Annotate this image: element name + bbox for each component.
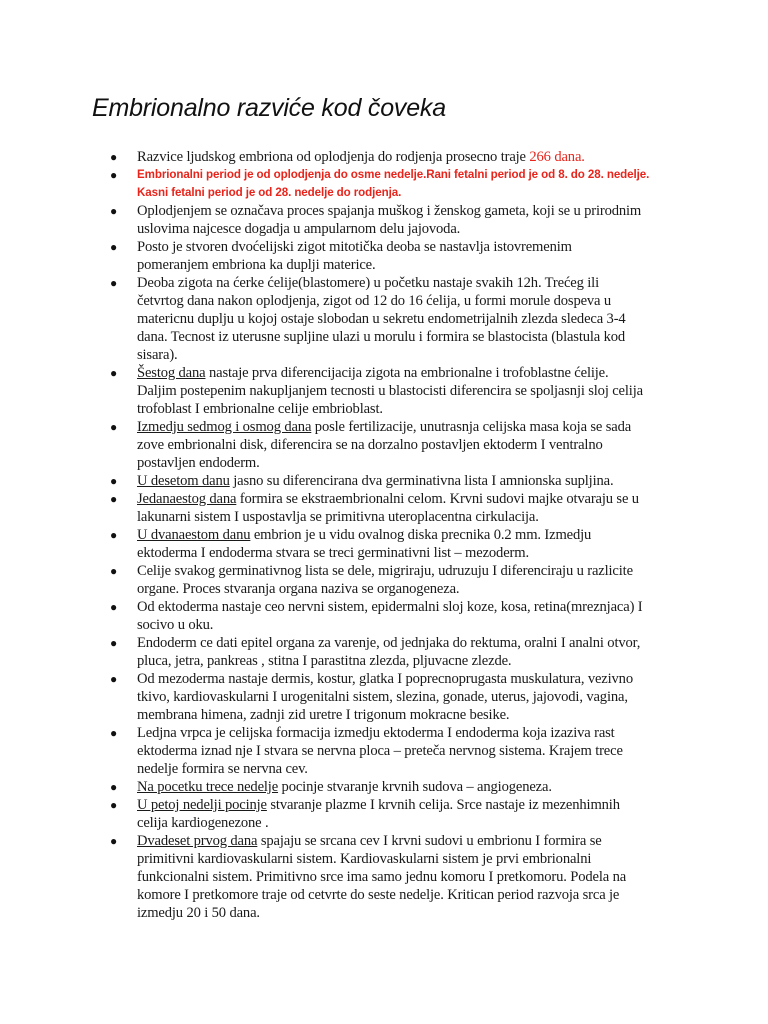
text-line: Daljim postepenim nakupljanjem tecnosti u blastocisti diferencira se spoljasnji sloj celija — [137, 383, 643, 399]
text-line: Endoderm ce dati epitel organa za varenje, od jednjaka do rektuma, oralni I analni otvor, — [137, 635, 641, 651]
item-text — [137, 526, 697, 562]
text-line: uslovima najcesce dogadja u ampularnom delu jajovoda. — [137, 221, 461, 237]
underlined-phrase: Šestog dana — [137, 365, 206, 381]
list-item — [0, 796, 768, 832]
list-item — [0, 202, 768, 238]
list-item — [0, 778, 768, 796]
list-item — [0, 148, 768, 166]
text-line: ektoderma iznad nje I stvara se nervna ploca – preteča nervnog sistema. Krajem trece — [137, 743, 623, 759]
bullet-icon: ● — [110, 564, 118, 578]
text-line: Kasni fetalni period je od 28. nedelje do rodjenja. — [137, 186, 402, 199]
text-line: lakunarni sistem I uspostavlja se primitivna uteroplacentna cirkulacija. — [137, 509, 539, 525]
bullet-icon: ● — [110, 726, 118, 740]
item-text — [137, 166, 697, 202]
list-item — [0, 166, 768, 202]
item-text — [137, 778, 697, 796]
text-line: trofoblast I embrionalne celije embrioblast. — [137, 401, 383, 417]
text-line: tkivo, kardiovaskularni I urogenitalni sistem, slezina, gonade, uterus, jajovodi, vagina, — [137, 689, 628, 705]
bullet-icon: ● — [110, 276, 118, 290]
bullet-icon: ● — [110, 420, 118, 434]
item-text — [137, 598, 697, 634]
item-text — [137, 418, 697, 472]
item-text — [137, 148, 697, 166]
underlined-phrase: Jedanaestog dana — [137, 491, 237, 507]
item-text — [137, 490, 697, 526]
text-line: zove embrionalni disk, diferencira se na dorzalno postavljen ektoderm I ventralno — [137, 437, 603, 453]
text-line: Deoba zigota na ćerke ćelije(blastomere) u početku nastaje svakih 12h. Trećeg ili — [137, 275, 599, 291]
list-item — [0, 724, 768, 778]
underlined-phrase: Izmedju sedmog i osmog dana — [137, 419, 312, 435]
item-text — [137, 796, 697, 832]
document-title: Embrionalno razviće kod čoveka — [92, 94, 446, 122]
text-line: nedelje formira se nervna cev. — [137, 761, 308, 777]
underlined-phrase: U desetom danu — [137, 473, 230, 489]
list-item — [0, 832, 768, 922]
highlighted-value: 266 dana. — [529, 149, 585, 165]
text-line: dana. Tecnost iz uterusne supljine ulazi u morulu i formira se blastocista (blastula kod — [137, 329, 626, 345]
list-item — [0, 238, 768, 274]
text-line: pluca, jetra, pankreas , stitna I parastitna zlezda, pljuvacne zlezde. — [137, 653, 512, 669]
item-text — [137, 472, 697, 490]
list-item — [0, 490, 768, 526]
text-line: Celije svakog germinativnog lista se dele, migriraju, udruzuju I diferenciraju u razlicite — [137, 563, 633, 579]
text-line: ektoderma I endoderma stvara se treci germinativni list – mezoderm. — [137, 545, 529, 561]
list-item — [0, 274, 768, 364]
bullet-icon: ● — [110, 492, 118, 506]
bullet-icon: ● — [110, 798, 118, 812]
item-text — [137, 562, 697, 598]
item-text — [137, 364, 697, 418]
bullet-icon: ● — [110, 600, 118, 614]
bullet-icon: ● — [110, 528, 118, 542]
text-line: Od mezoderma nastaje dermis, kostur, glatka I poprecnoprugasta muskulatura, vezivno — [137, 671, 633, 687]
text-line: Ledjna vrpca je celijska formacija izmedju ektoderma I endoderma koja izaziva rast — [137, 725, 615, 741]
text-line: organe. Proces stvaranja organa naziva se organogeneza. — [137, 581, 460, 597]
item-text — [137, 832, 697, 922]
list-item — [0, 472, 768, 490]
bullet-icon: ● — [110, 834, 118, 848]
text-line: Šestog dana nastaje prva diferencijacija zigota na embrionalne i trofoblastne ćelije. — [137, 365, 609, 381]
text-line: sisara). — [137, 347, 178, 363]
list-item — [0, 562, 768, 598]
list-item — [0, 598, 768, 634]
text-line: izmedju 20 i 50 dana. — [137, 905, 260, 921]
text-line: Na pocetku trece nedelje pocinje stvaranje krvnih sudova – angiogeneza. — [137, 779, 552, 795]
list-item — [0, 634, 768, 670]
text-line: Izmedju sedmog i osmog dana posle fertilizacije, unutrasnja celijska masa koja se sada — [137, 419, 632, 435]
list-item — [0, 526, 768, 562]
item-text — [137, 238, 697, 274]
bullet-icon: ● — [110, 474, 118, 488]
list-item — [0, 418, 768, 472]
bullet-icon: ● — [110, 672, 118, 686]
text-line: Embrionalni period je od oplodjenja do osme nedelje.Rani fetalni period je od 8. do 28. nedelje. — [137, 168, 650, 181]
item-text — [137, 724, 697, 778]
list-item — [0, 364, 768, 418]
text-line: membrana himena, zadnji zid uretre I trigonum mokracne besike. — [137, 707, 510, 723]
text-line: Jedanaestog dana formira se ekstraembrionalni celom. Krvni sudovi majke otvaraju se u — [137, 491, 639, 507]
text-line: funkcionalni sistem. Primitivno srce ima samo jednu komoru I pretkomoru. Podela na — [137, 869, 627, 885]
text-line: postavljen endoderm. — [137, 455, 260, 471]
text-line: U petoj nedelji pocinje stvaranje plazme I krvnih celija. Srce nastaje iz mezenhimnih — [137, 797, 620, 813]
underlined-phrase: Dvadeset prvog dana — [137, 833, 258, 849]
text-line: pomeranjem embriona ka duplji materice. — [137, 257, 376, 273]
list-item — [0, 670, 768, 724]
text-line: celija kardiogenezone . — [137, 815, 269, 831]
underlined-phrase: Na pocetku trece nedelje — [137, 779, 279, 795]
item-text — [137, 634, 697, 670]
bullet-icon: ● — [110, 780, 118, 794]
text-line: Razvice ljudskog embriona od oplodjenja do rodjenja prosecno traje 266 dana. — [137, 149, 585, 165]
bullet-icon: ● — [110, 366, 118, 380]
text-line: matericnu duplju u kojoj ostaje slobodan u sekretu endometrijalnih zlezda sledeca 3-4 — [137, 311, 626, 327]
item-text — [137, 670, 697, 724]
text-line: komore I pretkomore traje od cetvrte do seste nedelje. Kritican period razvoja srca je — [137, 887, 620, 903]
bullet-list — [0, 148, 768, 922]
bullet-icon: ● — [110, 168, 118, 182]
text-line: Od ektoderma nastaje ceo nervni sistem, epidermalni sloj koze, kosa, retina(mreznjaca) I — [137, 599, 643, 615]
text-line: četvrtog dana nakon oplodjenja, zigot od 12 do 16 ćelija, u formi morule dospeva u — [137, 293, 612, 309]
text-line: primitivni kardiovaskularni sistem. Kardiovaskularni sistem je prvi embrionalni — [137, 851, 592, 867]
item-text — [137, 202, 697, 238]
text-line: socivo u oku. — [137, 617, 214, 633]
text-line: Oplodjenjem se označava proces spajanja muškog i ženskog gameta, koji se u prirodnim — [137, 203, 642, 219]
bullet-icon: ● — [110, 240, 118, 254]
item-text — [137, 274, 697, 364]
underlined-phrase: U dvanaestom danu — [137, 527, 251, 543]
bullet-icon: ● — [110, 636, 118, 650]
text-line: Posto je stvoren dvoćelijski zigot mitotička deoba se nastavlja istovremenim — [137, 239, 572, 255]
bullet-icon: ● — [110, 150, 118, 164]
text-line: Dvadeset prvog dana spajaju se srcana cev I krvni sudovi u embrionu I formira se — [137, 833, 602, 849]
bullet-icon: ● — [110, 204, 118, 218]
text-line: U dvanaestom danu embrion je u vidu ovalnog diska precnika 0.2 mm. Izmedju — [137, 527, 592, 543]
underlined-phrase: U petoj nedelji pocinje — [137, 797, 267, 813]
text-line: U desetom danu jasno su diferencirana dva germinativna lista I amnionska supljina. — [137, 473, 614, 489]
